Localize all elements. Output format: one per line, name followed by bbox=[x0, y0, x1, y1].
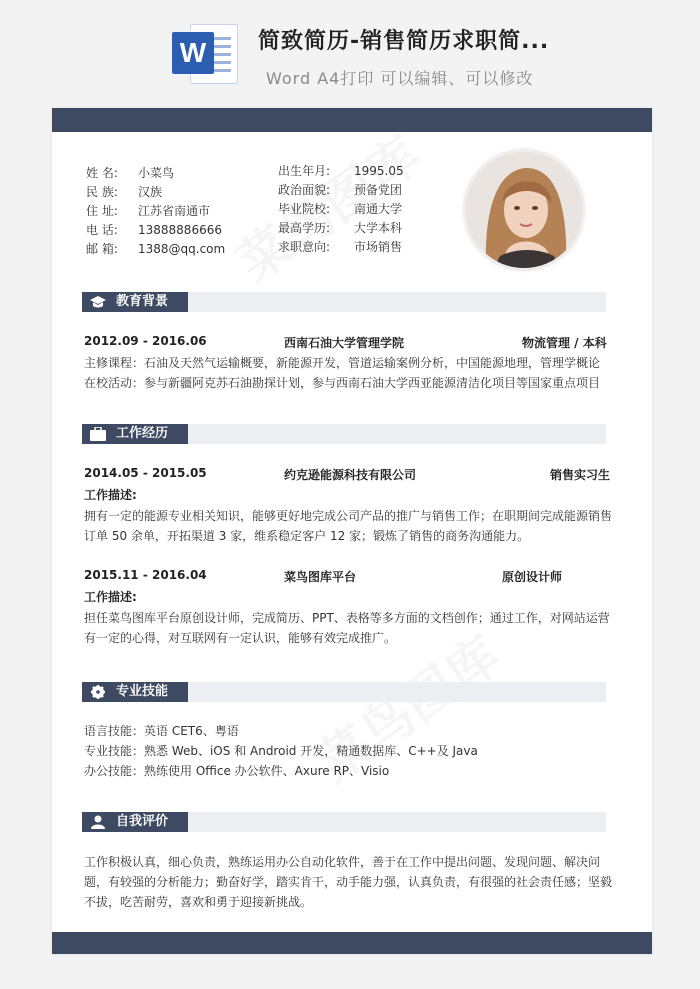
skill-office: 办公技能：熟练使用 Office 办公软件、Axure RP、Visio bbox=[84, 764, 390, 778]
section-header-self bbox=[82, 812, 606, 832]
work-period: 2015.11 - 2016.04 bbox=[84, 568, 207, 582]
info-row: 电 话: 13888886666 bbox=[86, 223, 222, 237]
info-row: 最高学历: 大学本科 bbox=[278, 221, 403, 235]
edu-activities: 在校活动：参与新疆阿克苏石油勘探计划，参与西南石油大学西亚能源清洁化项目等国家重点项目 bbox=[84, 376, 601, 390]
edu-major: 物流管理 / 本科 bbox=[522, 336, 607, 350]
info-row: 毕业院校: 南通大学 bbox=[278, 202, 403, 216]
user-icon bbox=[90, 815, 106, 829]
section-header-education bbox=[82, 292, 606, 312]
bottom-bar bbox=[52, 932, 652, 954]
document-subtitle: Word A4打印 可以编辑、可以修改 bbox=[266, 69, 534, 88]
work-desc-label: 工作描述: bbox=[84, 488, 137, 502]
section-title: 工作经历 bbox=[116, 426, 169, 441]
work-desc: 担任菜鸟图库平台原创设计师，完成简历、PPT、表格等多方面的文档创作；通过工作，对网站运营有一定的心得，对互联网有一定认识，能够有效完成推广。 bbox=[84, 611, 610, 645]
listing-header bbox=[0, 0, 700, 100]
briefcase-icon bbox=[90, 427, 106, 441]
info-row: 政治面貌: 预备党团 bbox=[278, 183, 403, 197]
edu-school: 西南石油大学管理学院 bbox=[284, 336, 405, 350]
edu-period: 2012.09 - 2016.06 bbox=[84, 334, 207, 348]
info-row: 邮 箱: 1388@qq.com bbox=[86, 242, 226, 256]
section-header-skills bbox=[82, 682, 606, 702]
personal-info-right bbox=[278, 162, 404, 257]
info-row: 姓 名: 小菜鸟 bbox=[86, 166, 175, 180]
work-company: 菜鸟图库平台 bbox=[284, 570, 357, 584]
resume-page bbox=[52, 108, 652, 954]
info-row: 出生年月: 1995.05 bbox=[278, 164, 404, 178]
work-period: 2014.05 - 2015.05 bbox=[84, 466, 207, 480]
self-evaluation: 工作积极认真，细心负责，熟练运用办公自动化软件，善于在工作中提出问题、发现问题、解决问题，有较强的分析能力；勤奋好学，踏实肯干，动手能力强，认真负责，有很强的社会责任感；坚毅不拔，吃苦耐劳，喜欢和勇于迎接新挑战。 bbox=[84, 855, 613, 909]
profile-photo bbox=[466, 152, 582, 268]
section-title: 教育背景 bbox=[116, 294, 169, 309]
personal-info-left bbox=[86, 164, 225, 259]
info-row: 民 族: 汉族 bbox=[86, 185, 163, 199]
work-desc-label: 工作描述: bbox=[84, 590, 137, 604]
info-row: 求职意向: 市场销售 bbox=[278, 240, 403, 254]
top-bar bbox=[52, 108, 652, 132]
section-title: 自我评价 bbox=[116, 814, 169, 829]
section-header-work bbox=[82, 424, 606, 444]
info-row: 住 址: 江苏省南通市 bbox=[86, 204, 211, 218]
work-role: 销售实习生 bbox=[550, 468, 611, 482]
work-company: 约克逊能源科技有限公司 bbox=[284, 468, 417, 482]
section-title: 专业技能 bbox=[116, 684, 169, 699]
work-desc: 拥有一定的能源专业相关知识，能够更好地完成公司产品的推广与销售工作；在职期间完成能源销售订单 50 余单，开拓渠道 3 家，维系稳定客户 12 家；锻炼了销售的商务沟通能力。 bbox=[84, 509, 613, 543]
graduation-cap-icon bbox=[90, 295, 106, 309]
gear-icon bbox=[90, 685, 106, 699]
word-document-icon: W bbox=[172, 22, 242, 86]
work-role: 原创设计师 bbox=[502, 570, 563, 584]
skill-language: 语言技能：英语 CET6、粤语 bbox=[84, 724, 239, 738]
edu-courses: 主修课程：石油及天然气运输概要，新能源开发，管道运输案例分析，中国能源地理，管理学概论 bbox=[84, 356, 601, 370]
skill-professional: 专业技能：熟悉 Web、iOS 和 Android 开发，精通数据库、C++及 Java bbox=[84, 744, 478, 758]
document-title[interactable]: 简致简历-销售简历求职简... bbox=[258, 29, 550, 54]
